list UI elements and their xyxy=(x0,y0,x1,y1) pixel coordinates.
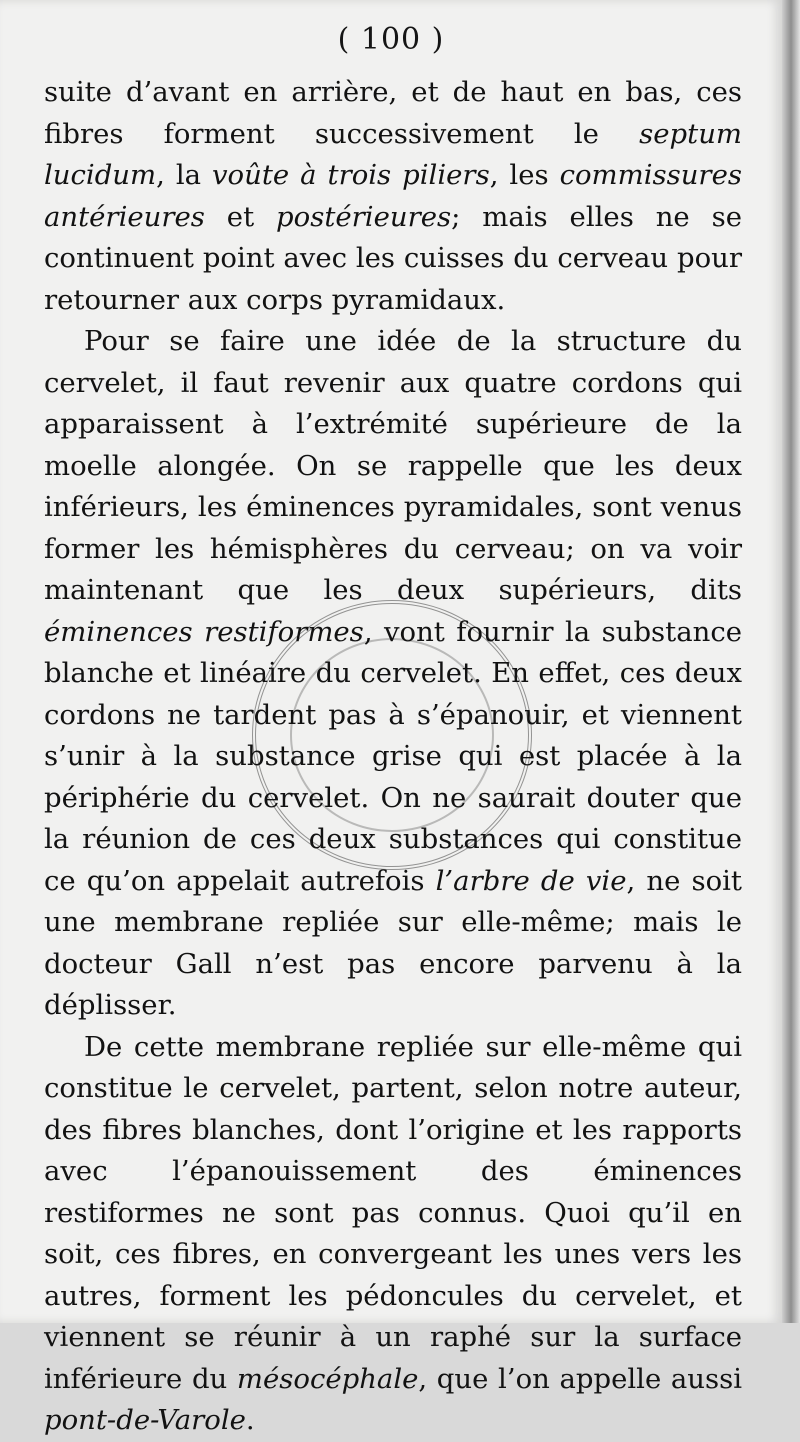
text-run: et xyxy=(204,200,277,233)
page-number: ( 100 ) xyxy=(337,22,445,57)
italic-term: éminences restiformes xyxy=(44,615,364,648)
text-run: , les xyxy=(489,159,560,191)
italic-term: septum lucidum xyxy=(44,117,742,191)
italic-term: postérieures xyxy=(276,200,452,233)
paragraph-2 xyxy=(44,321,742,1027)
text-run: Pour se faire une idée de la structure du cervelet, il faut revenir aux quatre cordons qui apparaissent à l’extrémité supérieure de la moelle alongée. On se rappelle que les deux inférieurs, les éminences pyramidales, sont venus former les hémisphères du cerveau; on va voir maintenant que les deux supérieurs, dits xyxy=(44,325,742,606)
text-run: , ne soit une membrane repliée sur elle-même; mais le docteur Gall n’est pas encore parvenu à la déplisser. xyxy=(44,864,742,1021)
italic-term: pont-de-Varole xyxy=(44,1404,246,1436)
italic-term: commissures antérieures xyxy=(44,159,742,233)
paragraph-3 xyxy=(44,1027,742,1442)
text-run: , vont fournir la substance blanche et linéaire du cervelet. En effet, ces deux cordons ne tardent pas à s’épanouir, et viennent s’unir à la substance grise qui est placée à la périphérie du cervelet. On ne saurait douter que la réunion de ces deux substances qui constitue ce qu’on appelait autrefois xyxy=(44,615,742,897)
text-run: , la xyxy=(156,159,213,191)
italic-term: l’arbre de vie xyxy=(435,864,627,897)
body-text xyxy=(44,72,742,1442)
text-run: De cette membrane repliée sur elle-même qui constitue le cervelet, partent, selon notre auteur, des fibres blanches, dont l’origine et les rapports avec l’épanouissement des éminences restiformes ne sont pas connus. Quoi qu’il en soit, ces fibres, en convergeant les unes vers les autres, forment les pédoncules du cervelet, et viennent se réunir à un raphé sur la surface inférieure du xyxy=(44,1030,742,1395)
text-run: ; mais elles ne se continuent point avec les cuisses du cerveau pour retourner aux corps pyramidaux. xyxy=(44,200,742,316)
text-run: . xyxy=(245,1404,255,1436)
italic-term: mésocéphale xyxy=(236,1362,419,1395)
italic-term: voûte à trois piliers xyxy=(212,159,490,191)
paragraph-1 xyxy=(44,72,742,321)
text-run: , que l’on appelle aussi xyxy=(418,1362,742,1395)
text-run: suite d’avant en arrière, et de haut en bas, ces fibres forment successivement le xyxy=(44,76,742,150)
page-edge xyxy=(782,0,800,1323)
